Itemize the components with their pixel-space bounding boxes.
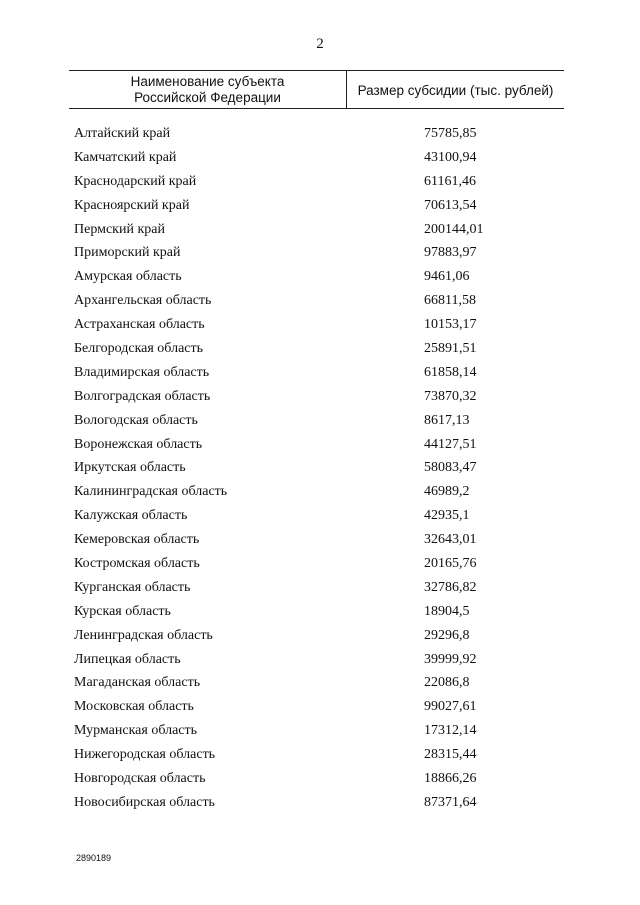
table-row [69,337,564,361]
subsidy-value-cell: 10153,17 [424,317,477,333]
subsidy-value-cell: 22086,8 [424,675,470,691]
subsidy-value-cell: 42935,1 [424,508,470,524]
table-row [69,194,564,218]
header-region-name-line2: Российской Федерации [134,90,281,105]
table-row [69,576,564,600]
table-row [69,528,564,552]
table-row [69,671,564,695]
subsidy-value-cell: 97883,97 [424,245,477,261]
subsidy-value-cell: 17312,14 [424,723,477,739]
subsidy-value-cell: 44127,51 [424,436,477,452]
region-name-cell: Ленинградская область [74,627,213,643]
subsidy-value-cell: 70613,54 [424,197,477,213]
header-subsidy-amount: Размер субсидии (тыс. рублей) [357,83,554,98]
subsidy-value-cell: 75785,85 [424,125,477,141]
region-name-cell: Приморский край [74,245,181,261]
region-name-cell: Вологодская область [74,412,198,428]
subsidy-value-cell: 29296,8 [424,627,470,643]
document-code: 2890189 [76,853,112,863]
subsidy-value-cell: 43100,94 [424,149,477,165]
subsidy-value-cell: 18904,5 [424,603,470,619]
subsidy-value-cell: 32786,82 [424,579,477,595]
header-region-name-line1: Наименование субъекта [130,74,285,89]
region-name-cell: Красноярский край [74,197,190,213]
subsidy-value-cell: 28315,44 [424,747,477,763]
region-name-cell: Магаданская область [74,675,201,691]
region-name-cell: Астраханская область [74,317,205,333]
region-name-cell: Курская область [74,603,171,619]
region-name-cell: Краснодарский край [74,173,197,189]
region-name-cell: Калининградская область [74,484,228,500]
region-name-cell: Белгородская область [74,340,204,356]
subsidy-value-cell: 9461,06 [424,269,470,285]
table-row [69,695,564,719]
table-row [69,767,564,791]
region-name-cell: Архангельская область [74,293,212,309]
region-name-cell: Нижегородская область [74,747,216,763]
subsidy-value-cell: 99027,61 [424,699,477,715]
table-row [69,600,564,624]
table-row [69,433,564,457]
region-name-cell: Кемеровская область [74,532,200,548]
region-name-cell: Калужская область [74,508,188,524]
subsidy-table [69,70,564,815]
table-row [69,791,564,815]
subsidy-value-cell: 73870,32 [424,388,477,404]
subsidy-value-cell: 32643,01 [424,532,477,548]
subsidy-value-cell: 61161,46 [424,173,476,189]
region-name-cell: Московская область [74,699,194,715]
region-name-cell: Воронежская область [74,436,203,452]
region-name-cell: Волгоградская область [74,388,211,404]
subsidy-value-cell: 20165,76 [424,555,477,571]
table-row [69,170,564,194]
table-row [69,241,564,265]
table-row [69,385,564,409]
subsidy-value-cell: 18866,26 [424,770,477,786]
subsidy-value-cell: 8617,13 [424,412,470,428]
region-name-cell: Мурманская область [74,723,198,739]
subsidy-value-cell: 87371,64 [424,794,477,810]
region-name-cell: Алтайский край [74,125,171,141]
table-row [69,265,564,289]
region-name-cell: Камчатский край [74,149,177,165]
page-number: 2 [316,36,324,52]
region-name-cell: Пермский край [74,221,165,237]
table-header [69,70,564,109]
table-row [69,289,564,313]
subsidy-value-cell: 25891,51 [424,340,477,356]
region-name-cell: Иркутская область [74,460,186,476]
region-name-cell: Курганская область [74,579,191,595]
table-row [69,146,564,170]
region-name-cell: Владимирская область [74,364,210,380]
table-row [69,361,564,385]
region-name-cell: Новосибирская область [74,794,215,810]
table-row [69,313,564,337]
region-name-cell: Костромская область [74,555,200,571]
table-body [69,109,564,815]
table-row [69,218,564,242]
table-row [69,552,564,576]
table-row [69,648,564,672]
table-row [69,480,564,504]
header-region-name [69,71,347,108]
region-name-cell: Амурская область [74,269,182,285]
region-name-cell: Липецкая область [74,651,181,667]
subsidy-value-cell: 66811,58 [424,293,476,309]
table-row [69,456,564,480]
subsidy-value-cell: 46989,2 [424,484,470,500]
table-row [69,743,564,767]
subsidy-value-cell: 61858,14 [424,364,477,380]
table-row [69,719,564,743]
table-row [69,122,564,146]
subsidy-value-cell: 39999,92 [424,651,477,667]
subsidy-value-cell: 200144,01 [424,221,484,237]
subsidy-value-cell: 58083,47 [424,460,477,476]
table-row [69,624,564,648]
table-row [69,504,564,528]
table-row [69,409,564,433]
region-name-cell: Новгородская область [74,770,206,786]
